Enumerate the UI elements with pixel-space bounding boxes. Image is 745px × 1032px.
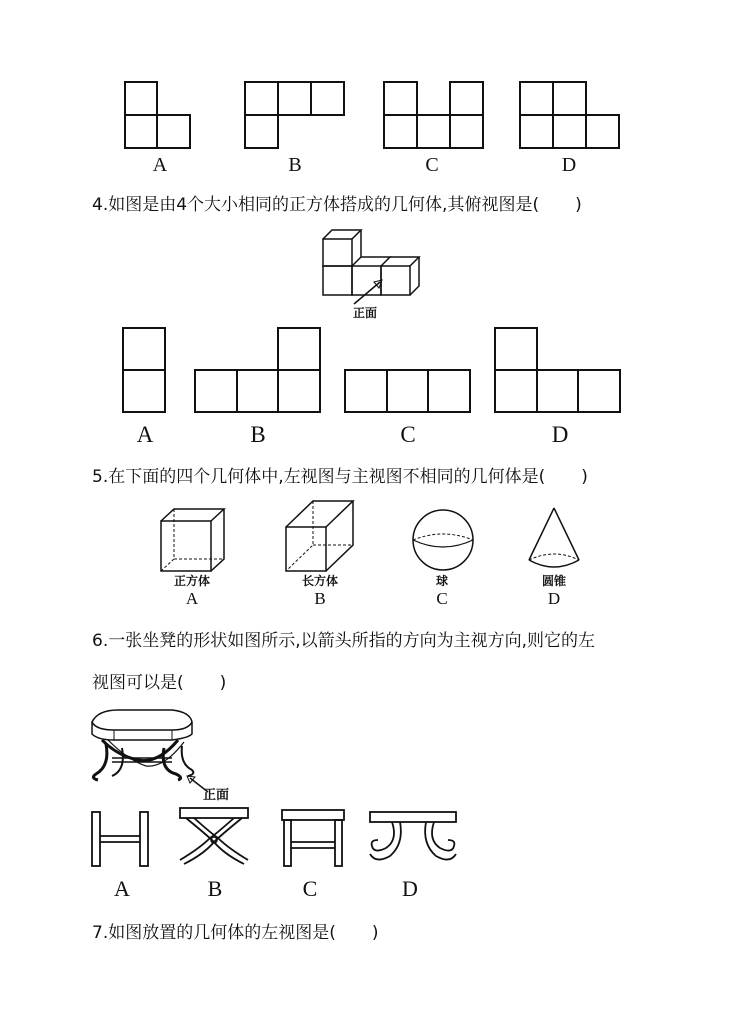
q5-shape-d-name: 圆锥: [541, 574, 566, 588]
q4-option-c-figure: [344, 369, 474, 415]
q5-shape-d-letter: D: [547, 589, 561, 608]
q5-shape-c-letter: C: [436, 589, 448, 608]
q5-cuboid-figure: [285, 500, 357, 572]
q5-shape-b-name: 长方体: [301, 574, 338, 588]
q5-shape-b-letter: B: [314, 589, 326, 608]
q5-shape-a-letter: A: [185, 589, 199, 608]
q6-stem-line1: 一张坐凳的形状如图所示,以箭头所指的方向为主视方向,则它的左: [108, 631, 596, 651]
q7-text: [92, 918, 379, 943]
q6-number: 6.: [92, 631, 109, 651]
q5-shape-a-name: 正方体: [173, 574, 210, 588]
q6-text-line1: [92, 626, 595, 651]
q4-option-c-label: C: [400, 422, 416, 447]
q5-number: 5.: [92, 467, 109, 487]
q5-cone-figure: [526, 506, 582, 570]
q3-option-c-label: C: [425, 154, 439, 176]
q6-option-c-label: C: [302, 876, 318, 901]
q5-text: [92, 462, 588, 487]
q7-close-paren: ): [371, 923, 379, 943]
q6-stem-line2: 视图可以是(: [92, 673, 184, 693]
q5-cube-figure: [160, 508, 226, 572]
q3-option-b-label: B: [288, 154, 302, 176]
q4-front-label: 正面: [352, 306, 377, 320]
q6-option-d-label: D: [402, 876, 418, 901]
q3-figure-b: [244, 81, 348, 149]
q3-figure-d: [519, 81, 623, 149]
q6-option-b-label: B: [207, 876, 223, 901]
q3-option-a-label: A: [152, 154, 168, 176]
q3-option-d-label: D: [561, 154, 577, 176]
q6-front-label: 正面: [202, 788, 229, 803]
q6-option-a-label: A: [114, 876, 130, 901]
q3-figure-a: [124, 81, 194, 149]
q5-sphere-figure: [411, 508, 477, 574]
q6-option-d-figure: [368, 810, 458, 864]
q4-option-d-figure: [494, 327, 624, 415]
q4-option-b-label: B: [250, 422, 266, 447]
q6-option-c-figure: [280, 808, 348, 868]
q5-shape-c-name: 球: [435, 574, 448, 588]
q4-text: [92, 190, 582, 215]
q4-option-b-figure: [194, 327, 324, 415]
q5-stem: 在下面的四个几何体中,左视图与主视图不相同的几何体是(: [108, 467, 546, 487]
q4-option-a-label: A: [136, 422, 154, 447]
q6-option-a-figure: [90, 810, 152, 868]
q6-close-paren: ): [219, 673, 227, 693]
q7-stem: 如图放置的几何体的左视图是(: [108, 923, 336, 943]
q6-text-line2: [92, 668, 226, 693]
q3-figure-c: [383, 81, 487, 149]
q6-option-b-figure: [178, 806, 252, 868]
q4-close-paren: ): [575, 195, 582, 215]
q4-number: 4.: [92, 195, 109, 215]
q6-stool-figure: [88, 708, 198, 784]
q4-stem: 如图是由4个大小相同的正方体搭成的几何体,其俯视图是(: [108, 195, 540, 215]
q5-close-paren: ): [581, 467, 588, 487]
q4-option-d-label: D: [551, 422, 569, 447]
q4-option-a-figure: [122, 327, 168, 415]
q7-number: 7.: [92, 923, 109, 943]
